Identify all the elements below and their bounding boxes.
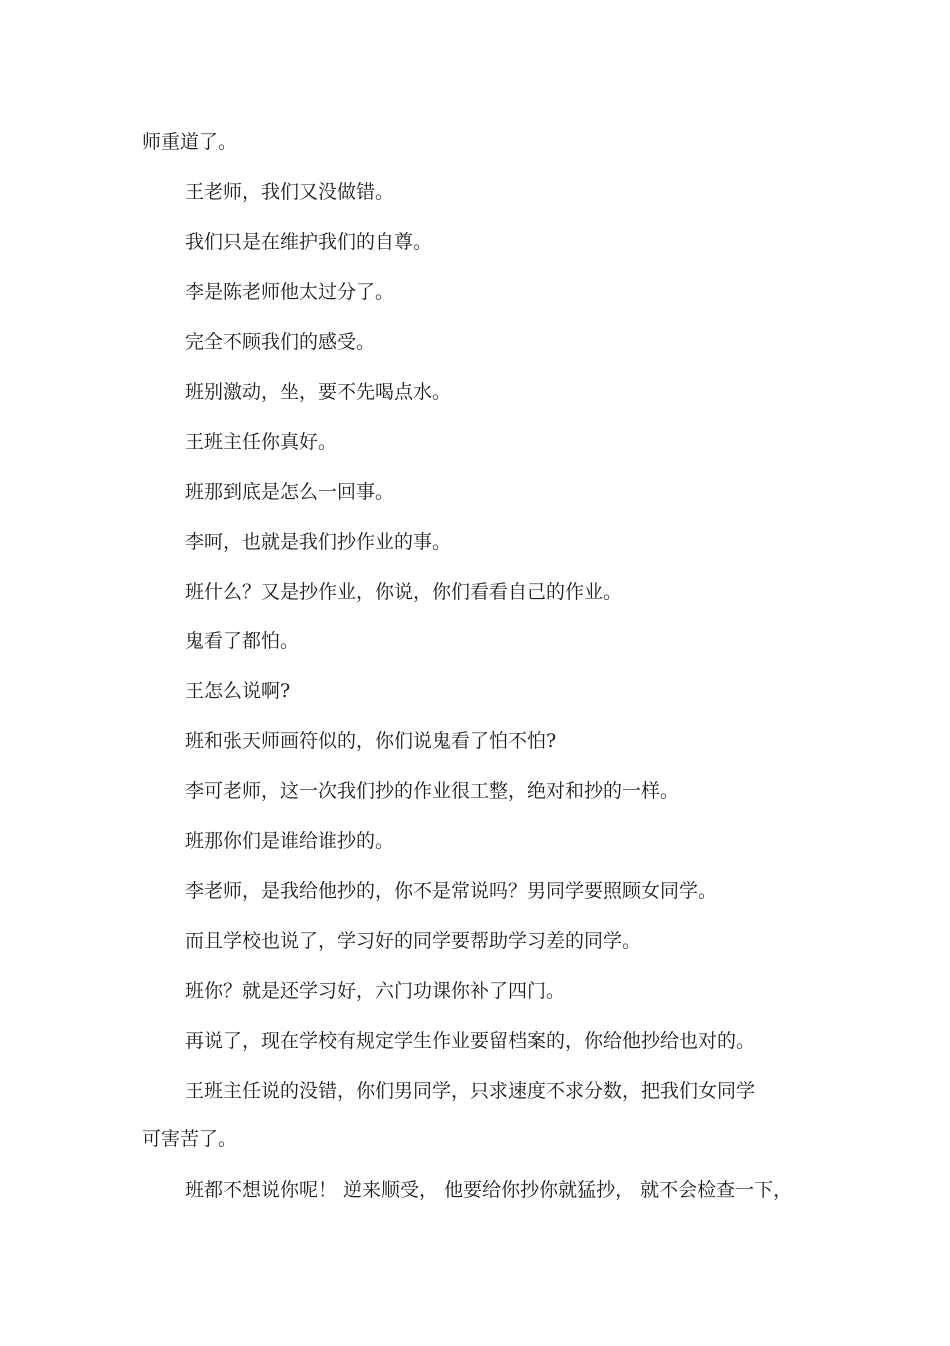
text-line: 鬼看了都怕。 (185, 630, 300, 652)
text-line: 班和张天师画符似的，你们说鬼看了怕不怕? (185, 730, 557, 752)
text-line: 可害苦了。 (142, 1128, 238, 1150)
text-line: 班什么？又是抄作业，你说，你们看看自己的作业。 (185, 581, 623, 603)
text-line: 班都不想说你呢！ 逆来顺受， 他要给你抄你就猛抄， 就不会检查一下， (185, 1179, 793, 1201)
text-line: 王班主任你真好。 (185, 431, 338, 453)
text-line: 完全不顾我们的感受。 (185, 331, 376, 353)
text-line: 李可老师，这一次我们抄的作业很工整，绝对和抄的一样。 (185, 780, 680, 802)
text-line: 李呵，也就是我们抄作业的事。 (185, 531, 452, 553)
text-line: 班那到底是怎么一回事。 (185, 481, 395, 503)
text-line: 王班主任说的没错，你们男同学，只求速度不求分数，把我们女同学 (185, 1080, 756, 1102)
text-line: 王怎么说啊? (185, 680, 291, 702)
text-line: 师重道了。 (142, 131, 238, 153)
text-line: 班别激动，坐，要不先喝点水。 (185, 381, 452, 403)
text-line: 李老师，是我给他抄的，你不是常说吗？男同学要照顾女同学。 (185, 880, 718, 902)
text-line: 再说了，现在学校有规定学生作业要留档案的，你给他抄给也对的。 (185, 1030, 756, 1052)
text-line: 班那你们是谁给谁抄的。 (185, 830, 395, 852)
text-line: 王老师，我们又没做错。 (185, 181, 395, 203)
text-line: 李是陈老师他太过分了。 (185, 281, 395, 303)
text-line: 班你？就是还学习好，六门功课你补了四门。 (185, 980, 566, 1002)
text-line: 我们只是在维护我们的自尊。 (185, 231, 433, 253)
text-line: 而且学校也说了，学习好的同学要帮助学习差的同学。 (185, 930, 642, 952)
